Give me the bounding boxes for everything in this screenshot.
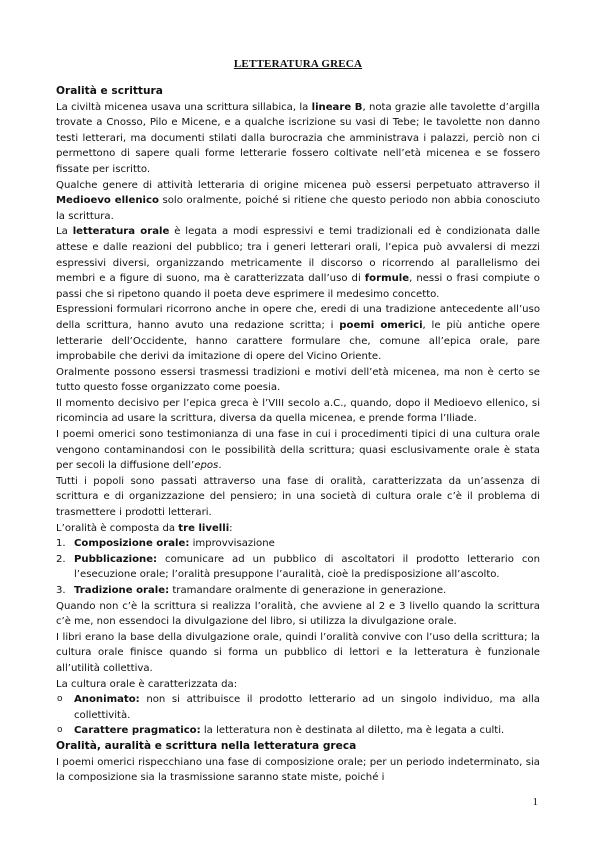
paragraph: Espressioni formulari ricorrono anche in opere che, eredi di una tradizione antecedente all’uso della scrittura, hanno avuto una redazione scritta; i poemi omerici, le più antiche opere letterarie dell’Occidente, hanno carattere formulare che, comune all’epica orale, pare improbabile che derivi da imitazione di opere del Vicino Oriente. bbox=[56, 304, 540, 363]
paragraph: I poemi omerici rispecchiano una fase di composizione orale; per un periodo indeterminato, sia la composizione sia la trasmissione saranno state miste, poiché i bbox=[56, 756, 540, 784]
document-title: LETTERATURA GRECA bbox=[233, 58, 363, 70]
document-body bbox=[56, 84, 540, 786]
bullet-marker: o bbox=[57, 725, 63, 736]
paragraph: La cultura orale è caratterizzata da: bbox=[56, 678, 238, 690]
paragraph: I poemi omerici sono testimonianza di una fase in cui i procedimenti tipici di una cultura orale vengono contaminandosi con le possibilità della scrittura; quasi esclusivamente orale è stata per secoli la diffusione dell’epos. bbox=[56, 429, 540, 472]
bullet-list-item: o Carattere pragmatico: la letteratura non è destinata al diletto, ma è legata a culti. bbox=[56, 723, 540, 739]
bullet-marker: o bbox=[57, 694, 63, 705]
paragraph: La letteratura orale è legata a modi espressivi e temi tradizionali ed è condizionata dalle attese e dalle reazioni del pubblico; tra i generi letterari orali, l’epica può avvalersi di mezzi espressivi diversi, organizzando metricamente il discorso o ricorrendo al parallelismo dei membri e a figure di suono, ma è caratterizzata dall’uso di formule, nessi o frasi compiute o passi che si ripetono quando il poeta deve esprimere il medesimo concetto. bbox=[56, 226, 541, 300]
bullet-list-item: o Anonimato: non si attribuisce il prodotto letterario ad un singolo individuo, ma alla collettività. bbox=[57, 694, 540, 721]
paragraph: I libri erano la base della divulgazione orale, quindi l’oralità convive con l’uso della scrittura; la cultura orale finisce quando si forma un pubblico di lettori e la letteratura è funzionale all’utilità collettiva. bbox=[56, 631, 540, 674]
paragraph: Il momento decisivo per l’epica greca è l’VIII secolo a.C., quando, dopo il Medioevo ellenico, si ricomincia ad usare la scrittura, diversa da quella micenea, e prende forma l’Iliade. bbox=[56, 397, 540, 425]
section-heading: Oralità e scrittura bbox=[56, 85, 163, 97]
paragraph: Oralmente possono essersi trasmessi tradizioni e motivi dell’età micenea, ma non è certo se tutto questo fosse organizzato come poesia. bbox=[56, 366, 540, 394]
numbered-list-item: 3. Tradizione orale: tramandare oralmente di generazione in generazione. bbox=[56, 585, 447, 596]
numbered-list-item: 1. Composizione orale: improvvisazione bbox=[56, 538, 275, 550]
paragraph: Quando non c’è la scrittura si realizza l’oralità, che avviene al 2 e 3 livello quando la scrittura c’è me, non essendoci la divulgazione del libro, si utilizza la divulgazione orale. bbox=[56, 600, 540, 628]
numbered-list-item: 2. Pubblicazione: comunicare ad un pubblico di ascoltatori il prodotto letterario con l’esecuzione orale; l’oralità presuppone l’auralità, cioè la predisposizione all’ascolto. bbox=[56, 553, 540, 581]
paragraph: La civiltà micenea usava una scrittura sillabica, la lineare B, nota grazie alle tavolette d’argilla trovate a Cnosso, Pilo e Micene, e a qualche iscrizione su vasi di Tebe; le tavolette non danno testi letterari, ma documenti stilati dalla burocrazia che amministrava i palazzi, perciò non ci permettono di sapere quali forme letterarie fossero coltivate nell’età micenea e se fossero fissate per iscritto. bbox=[56, 101, 540, 175]
paragraph: Qualche genere di attività letteraria di origine micenea può essersi perpetuato attraverso il Medioevo ellenico solo oralmente, poiché si ritiene che questo periodo non abbia conosciuto la scrittura. bbox=[56, 179, 540, 222]
section-heading: Oralità, auralità e scrittura nella letteratura greca bbox=[56, 739, 357, 752]
paragraph: L’oralità è composta da tre livelli: bbox=[56, 522, 233, 534]
paragraph: Tutti i popoli sono passati attraverso una fase di oralità, caratterizzata da un’assenza di scrittura e di organizzazione del pensiero; in una società di cultura orale c’è il problema di trasmettere i prodotti letterari. bbox=[56, 475, 540, 519]
page-number: 1 bbox=[532, 796, 538, 808]
